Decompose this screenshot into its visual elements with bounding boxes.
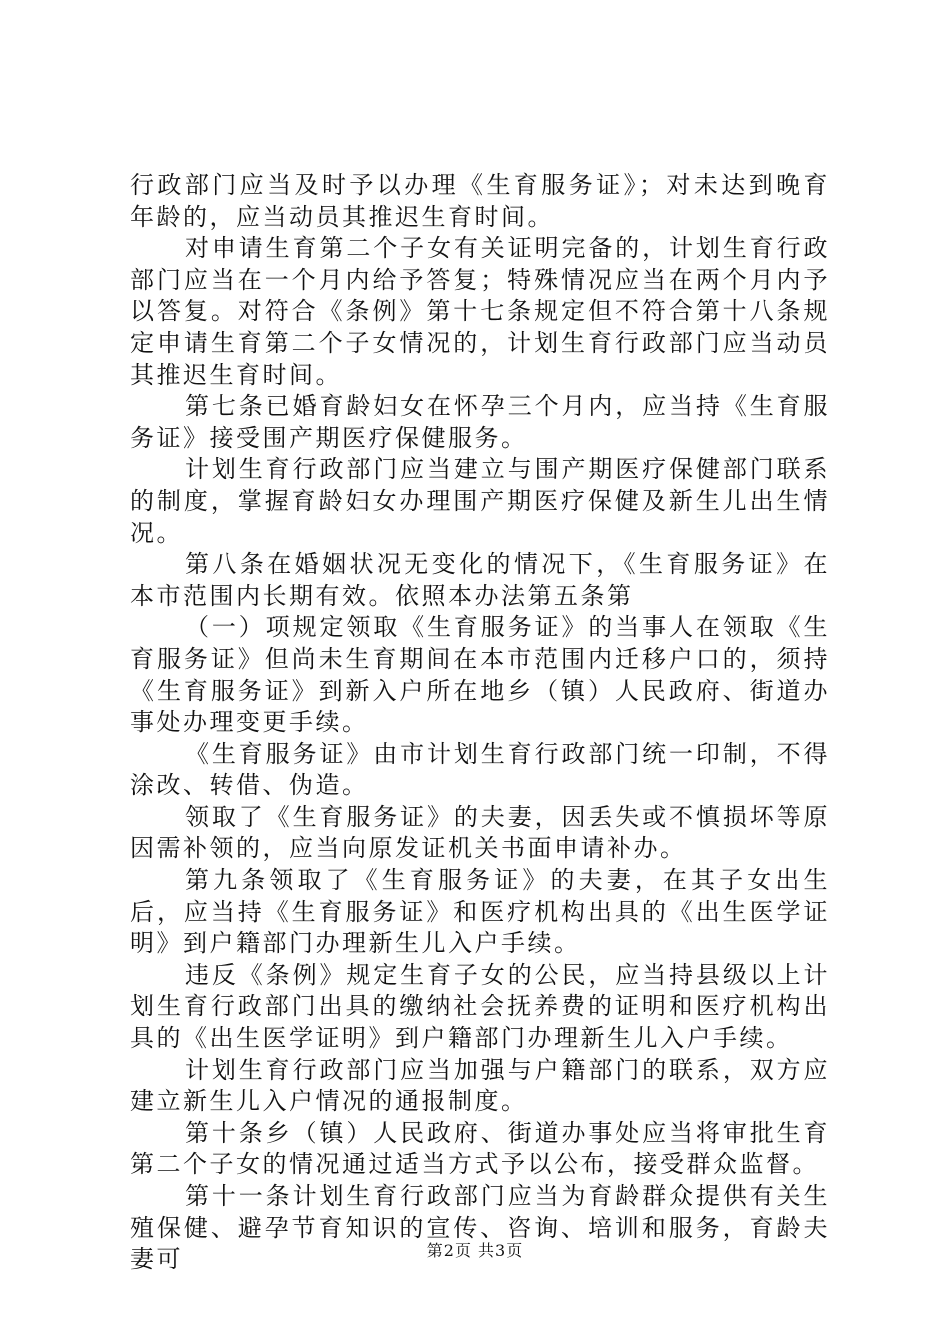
paragraph-2: 对申请生育第二个子女有关证明完备的，计划生育行政部门应当在一个月内给予答复；特殊情况应当在两个月内予以答复。对符合《条例》第十七条规定但不符合第十八条规定申请生育第二个子女情况的，计划生育行政部门应当动员其推迟生育时间。 <box>130 234 830 389</box>
paragraph-6: （一）项规定领取《生育服务证》的当事人在领取《生育服务证》但尚未生育期间在本市范围内迁移户口的，须持《生育服务证》到新入户所在地乡（镇）人民政府、街道办事处办理变更手续。 <box>130 613 830 737</box>
paragraph-3: 第七条已婚育龄妇女在怀孕三个月内，应当持《生育服务证》接受围产期医疗保健服务。 <box>130 392 830 452</box>
paragraph-12: 第十条乡（镇）人民政府、街道办事处应当将审批生育第二个子女的情况通过适当方式予以公布，接受群众监督。 <box>130 1118 830 1179</box>
document-body <box>130 170 830 1276</box>
paragraph-13: 第十一条计划生育行政部门应当为育龄群众提供有关生殖保健、避孕节育知识的宣传、咨询、培训和服务，育龄夫妻可 <box>130 1182 830 1274</box>
paragraph-4: 计划生育行政部门应当建立与围产期医疗保健部门联系的制度，掌握育龄妇女办理围产期医疗保健及新生儿出生情况。 <box>130 455 830 547</box>
paragraph-10: 违反《条例》规定生育子女的公民，应当持县级以上计划生育行政部门出具的缴纳社会抚养费的证明和医疗机构出具的《出生医学证明》到户籍部门办理新生儿入户手续。 <box>130 960 830 1053</box>
paragraph-7: 《生育服务证》由市计划生育行政部门统一印制，不得涂改、转借、伪造。 <box>130 739 830 800</box>
paragraph-1: 行政部门应当及时予以办理《生育服务证》；对未达到晚育年龄的，应当动员其推迟生育时间。 <box>130 171 830 231</box>
paragraph-9: 第九条领取了《生育服务证》的夫妻，在其子女出生后，应当持《生育服务证》和医疗机构出具的《出生医学证明》到户籍部门办理新生儿入户手续。 <box>130 866 830 958</box>
paragraph-11: 计划生育行政部门应当加强与户籍部门的联系，双方应建立新生儿入户情况的通报制度。 <box>130 1055 830 1116</box>
paragraph-5: 第八条在婚姻状况无变化的情况下，《生育服务证》在本市范围内长期有效。依照本办法第五条第 <box>130 550 830 610</box>
paragraph-8: 领取了《生育服务证》的夫妻，因丢失或不慎损坏等原因需补领的，应当向原发证机关书面申请补办。 <box>130 802 830 863</box>
page-number-label: 第2页 共3页 <box>426 1241 524 1260</box>
page-footer <box>0 1238 950 1261</box>
